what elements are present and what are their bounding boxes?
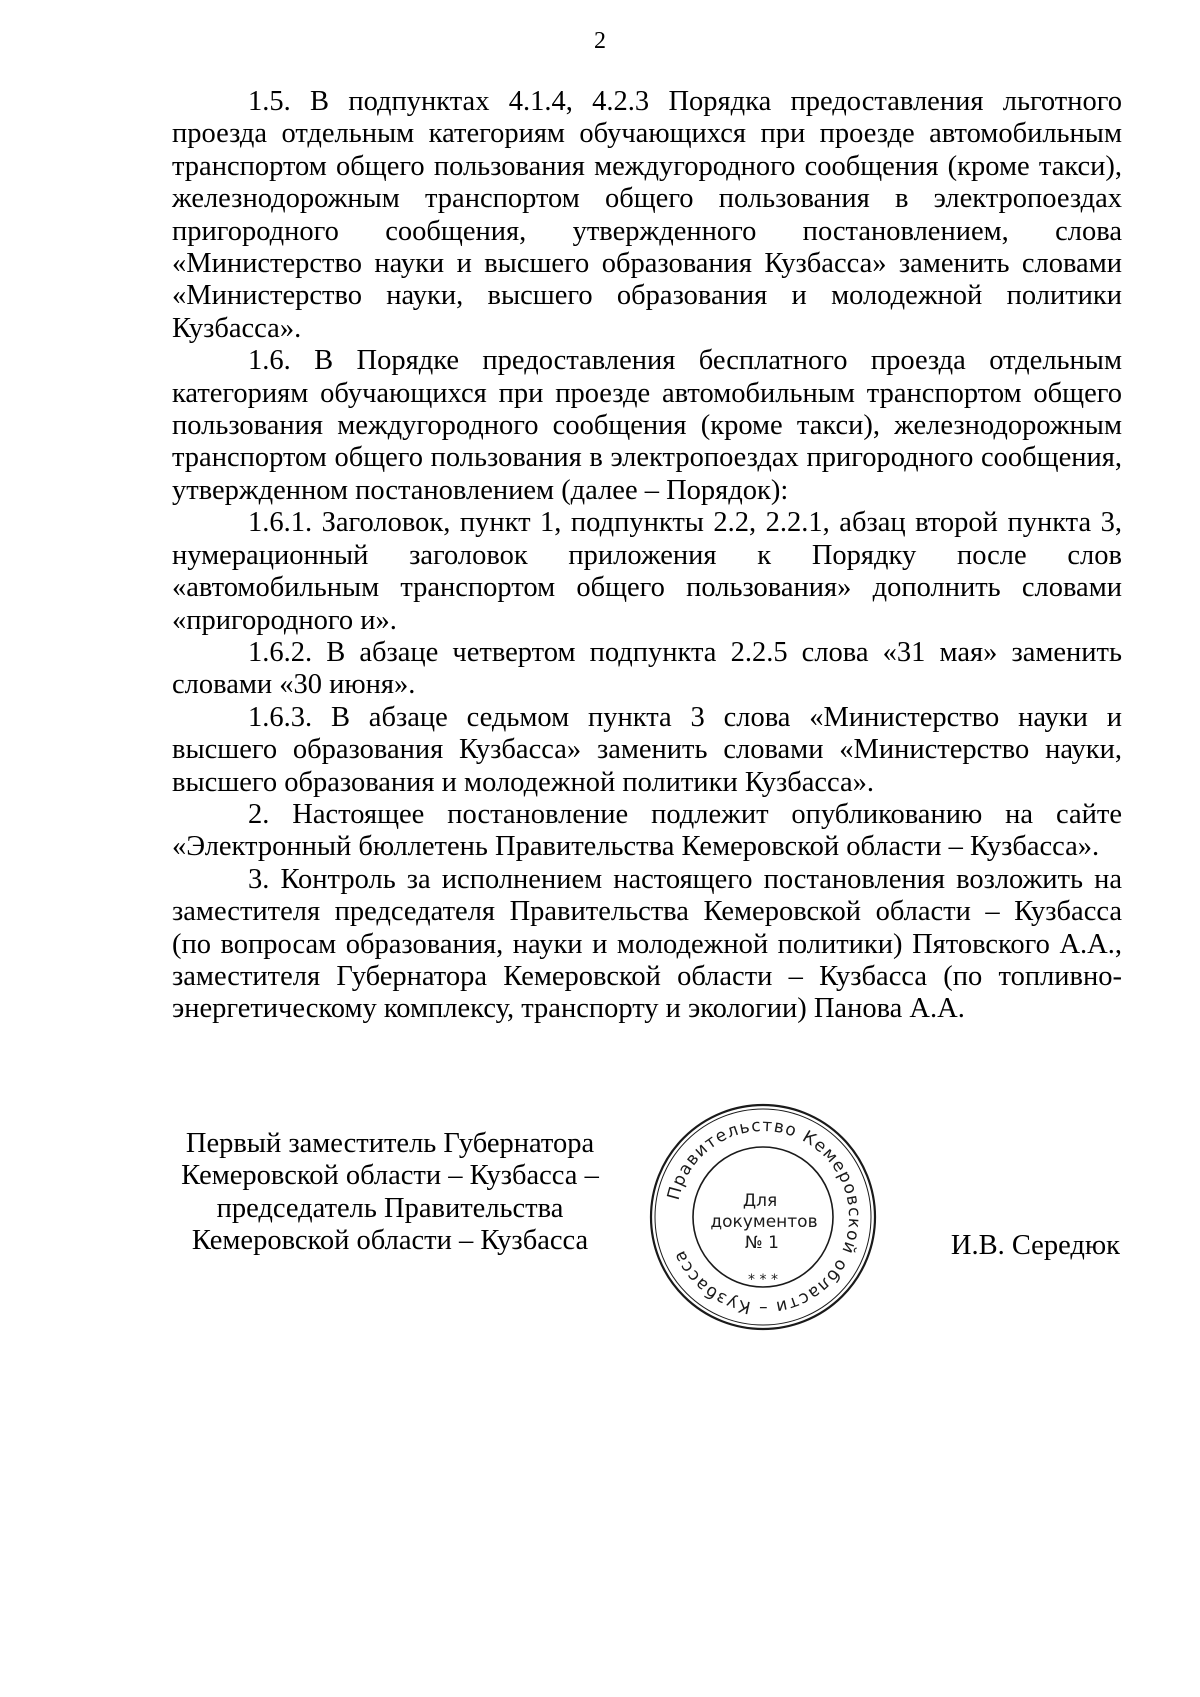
seal-center-line: документов: [710, 1212, 818, 1232]
paragraph-1-6-3: 1.6.3. В абзаце седьмом пункта 3 слова «Министерство науки и высшего образования Кузбасса» заменить словами «Министерство науки, высшего образования и молодежной политики Кузбасса».: [172, 701, 1122, 798]
signatory-title: [160, 1128, 620, 1258]
seal-stars: * * *: [748, 1272, 778, 1288]
signatory-title-line: Кемеровской области – Кузбасса –: [181, 1160, 599, 1192]
paragraph-3: 3. Контроль за исполнением настоящего постановления возложить на заместителя председателя Правительства Кемеровской области – Кузбасса (по вопросам образования, науки и молодежной политики) Пятовского А.А., заместителя Губернатора Кемеровской области – Кузбасса (по топливно-энергетическому комплексу, транспорту и экологии) Панова А.А.: [172, 863, 1122, 1025]
paragraph-1-6-1: 1.6.1. Заголовок, пункт 1, подпункты 2.2, 2.2.1, абзац второй пункта 3, нумерационный заголовок приложения к Порядку после слов «автомобильным транспортом общего пользования» дополнить словами «пригородного и».: [172, 507, 1122, 636]
signatory-title-line: Кемеровской области – Кузбасса: [191, 1225, 589, 1257]
signatory-title-line: Первый заместитель Губернатора: [185, 1128, 595, 1159]
page-number: 2: [594, 28, 606, 54]
seal-ring-text-path: Правительство Кемеровской области – Кузбасса: [663, 1115, 865, 1319]
seal-graphic: [646, 1100, 880, 1334]
paragraph-1-6: 1.6. В Порядке предоставления бесплатного проезда отдельным категориям обучающихся при проезде автомобильным транспортом общего пользования междугородного сообщения (кроме такси), железнодорожным транспортом общего пользования в электропоездах пригородного сообщения, утвержденном постановлением (далее – Порядок):: [172, 345, 1122, 506]
signatory-name: И.В. Середюк: [950, 1230, 1120, 1261]
paragraph-1-5: 1.5. В подпунктах 4.1.4, 4.2.3 Порядка предоставления льготного проезда отдельным категориям обучающихся при проезде автомобильным транспортом общего пользования междугородного сообщения (кроме такси), железнодорожным транспортом общего пользования в электропоездах пригородного сообщения, утвержденного постановлением, слова «Министерство науки и высшего образования Кузбасса» заменить словами «Министерство науки, высшего образования и молодежной политики Кузбасса».: [172, 86, 1122, 344]
paragraph-2: 2. Настоящее постановление подлежит опубликованию на сайте «Электронный бюллетень Правительства Кемеровской области – Кузбасса».: [172, 798, 1122, 863]
document-body: [172, 86, 1122, 1026]
seal-center-line: Для: [742, 1191, 778, 1211]
official-seal-stamp: [646, 1100, 880, 1334]
signatory-title-line: председатель Правительства: [216, 1192, 564, 1224]
paragraph-1-6-2: 1.6.2. В абзаце четвертом подпункта 2.2.5 слова «31 мая» заменить словами «30 июня».: [172, 636, 1122, 701]
seal-center-line: № 1: [745, 1233, 779, 1253]
